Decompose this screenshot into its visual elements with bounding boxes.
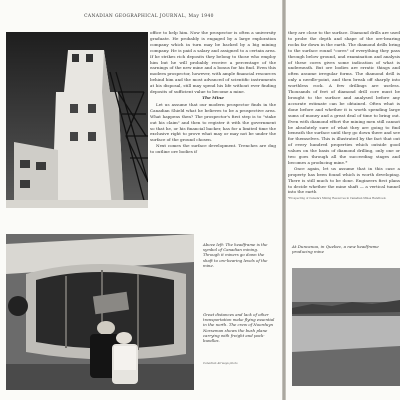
paragraph: Next comes the surface development. Trenches are dug to outline ore bodies if bbox=[150, 143, 276, 155]
photo-credit: Canadian Airways photo bbox=[203, 361, 238, 365]
paragraph: Let us assume that our modern prospector finds in the Canadian Shield what he believes to be a prospective area. What happens then? The prospector's first step is to "stake out his claim" and then to register it with the government so that he, or his financial backer, has for a limited time the exclusive right to prove what may or may not be under the surface of the ground chosen. bbox=[150, 101, 276, 143]
footnote: *Prospecting of Canada's Mining Resources in Canadian Mines Handbook. bbox=[288, 197, 387, 201]
left-text-column bbox=[150, 30, 276, 155]
photo-caption-headframe: Above left: The headframe is the symbol of Canadian mining. Through it miners go down the shaft to ore-bearing levels of the mine. bbox=[203, 242, 268, 268]
paragraph: Once again, let us assume that in this case a property has been found which is worth developing. There is still much to be done. Engineers first plans to decide whether the mine shaft — a vertical tunnel into the earth bbox=[288, 165, 400, 195]
bush-plane-photo bbox=[6, 234, 194, 390]
photo-caption-bush-plane: Great distances and lack of other transportation make flying essential in the north. The crew of Noorduyn Norseman shows the bush plane carrying with freight and pack-bundles. bbox=[203, 312, 275, 344]
section-heading: The Mine bbox=[202, 95, 224, 101]
paragraph: they are close to the surface. Diamond drills are used to probe the depth and shape of the ore-bearing rocks far down in the earth. The diamond drills bring to the surface round "cores" of everything they pass through below ground, and examination and analysis of these cores gives some indication of what is underneath. But ore bodies are erratic things and often assume irregular forms. The diamond drill is only a needle-point, and then break off sharply into worthless rock. A few drillings are useless. Thousands of feet of diamond drill core must be brought to the surface and analysed before any accurate estimate can be obtained. Often what is done before and whether it is worth spending large sums of money and a great deal of time to bring out. Even with diamond effort the mining men still cannot be absolutely sure of what they are going to find beneath the surface until they go down there and see for themselves. This is illustrated by the fact that out of every hundred properties which outside good values on the basis of diamond drilling, only one or two goes through all the succeeding stages and becomes a producing mine.* bbox=[288, 30, 400, 165]
headframe-illustration bbox=[6, 32, 148, 208]
bush-plane-illustration bbox=[6, 234, 194, 390]
headframe-photo bbox=[6, 32, 148, 208]
paragraph: office to help him. Now the prospector is often a university graduate. He probably is engaged by a large exploration company which in turn may be backed by a big mining company. He is paid a salary and assigned to a certain area. If he strikes rich deposits they belong to those who employ him but he will probably receive a percentage of the earnings of the new mine and a bonus for his find. Even this modern prospector, however, with ample financial resources behind him and the most advanced of scientific instruments at his disposal, still may spend his life without ever finding deposits of sufficient value to become a mine. bbox=[150, 30, 276, 95]
running-head: CANADIAN GEOGRAPHICAL JOURNAL, May 1940 bbox=[84, 14, 214, 19]
right-text-column bbox=[288, 30, 400, 201]
lake-landscape-illustration bbox=[292, 268, 400, 386]
photo-caption-right: At Duncanoa, in Quebec, a new headframe producing mine bbox=[292, 244, 379, 255]
duncanoa-photo bbox=[292, 268, 400, 386]
